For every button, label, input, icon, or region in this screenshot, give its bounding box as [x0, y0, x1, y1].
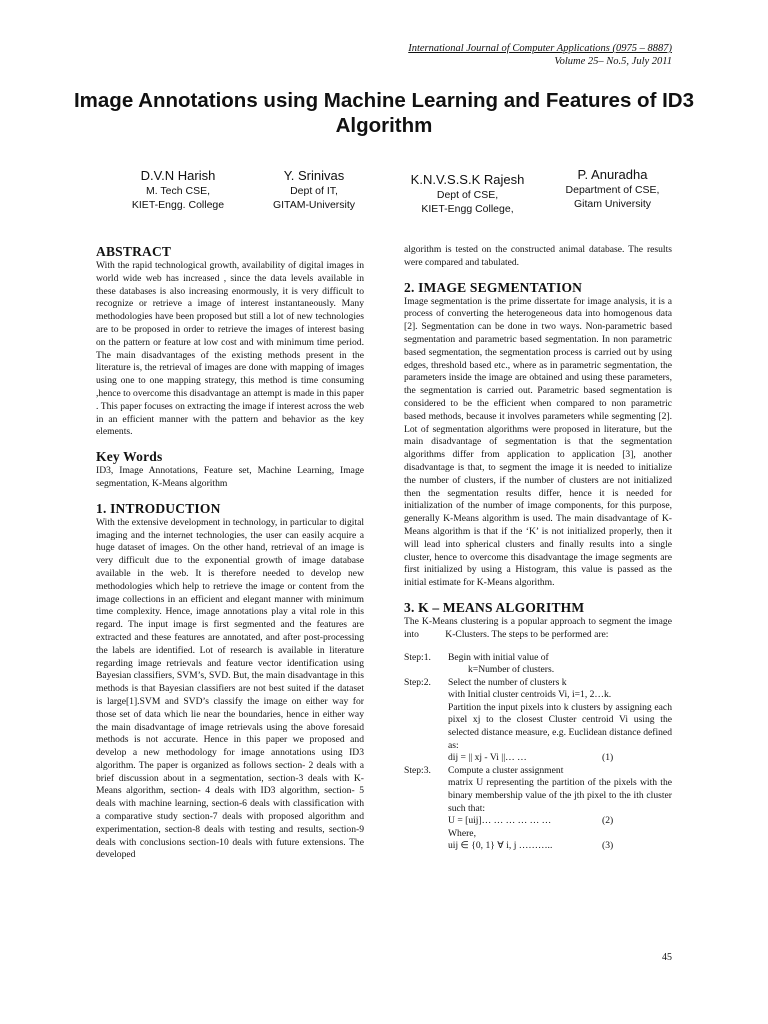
- author-4: [550, 167, 675, 211]
- step-text: Compute a cluster assignment: [448, 764, 564, 776]
- segmentation-text: Image segmentation is the prime dissertate for image analysis, it is a process of converting the heterogeneous data into homogenous data [2]. Segmentation can be done in two ways. Non-parametric based segmentation and parametric based segmentation. In non parametric based segmentation, the segmentation process is carried out by using edges, threshold based etc., where as in parametric segmentation, the parameters inside the image are obtained and using these parameters, the segmentation is carried out. Parametric based segmentation is considered to be the efficient when compared to non parametric based methods, because it involves parameters while segmenting [2]. Lot of segmentation algorithms were proposed in literature, but the main disadvantage of segmentation is that the segmentation algorithms differ from application to application [3], another disadvantage is that, to segment the image it is needed to initialize the number of clusters, if the number of clusters are not initialized then the segmentation results differ, hence it is needed for initialization of the number of image components, for this purpose, generally K-Means algorithm is used. The main disadvantage of K-Means algorithm is that if the ‘K’ is not initialized properly, then it will lead into spherical clusters and finally results into a single cluster, hence to overcome this disadvantage the image segments are first initialized by using a Histogram, this value is passed as the initial estimate for K-Means algorithm.: [404, 295, 672, 589]
- introduction-heading: 1. INTRODUCTION: [96, 500, 221, 516]
- paper-title: Image Annotations using Machine Learning and Features of ID3 Algorithm: [73, 89, 694, 137]
- page-number: 45: [662, 952, 672, 963]
- author-affiliation: Dept of IT,: [290, 185, 338, 197]
- step-label: Step:2.: [404, 676, 431, 688]
- keywords-text: ID3, Image Annotations, Feature set, Machine Learning, Image segmentation, K-Means algorithm: [96, 465, 364, 489]
- kmeans-intro: The K-Means clustering is a popular approach to segment the image into K-Clusters. The steps to be performed are:: [404, 615, 675, 640]
- equation-2: [404, 815, 672, 828]
- continued-text: algorithm is tested on the constructed animal database. The results were compared and tabulated.: [404, 244, 672, 268]
- kmeans-steps: [404, 652, 672, 854]
- equation-text: uij ∈ {0, 1} ∀ i, j ………..: [448, 840, 553, 852]
- author-affiliation: GITAM-University: [272, 199, 356, 211]
- volume-info: Volume 25– No.5, July 2011: [554, 56, 672, 67]
- author-name: Y. Srinivas: [283, 168, 345, 183]
- left-column: [96, 244, 364, 862]
- equation-3: [404, 840, 672, 853]
- right-column: [404, 244, 675, 853]
- author-affiliation: Department of CSE,: [565, 184, 660, 196]
- abstract-text: With the rapid technological growth, availability of digital images in world wide web has increased , since the data levels available in these databases is also increasing enormously, it is very difficult to recognize or retrieve a image of interest instantaneously. Many methodologies have been proposed but still a lot of new technologies are to be proposed in order to retrieve the images of interest basing on the pattern or feature at low cost and with minimum time period. The main disadvantages of the existing methods present in the literature is, the retrieval of images are done with mapping of images using one to one mapping strategy, this method is time consuming ,hence to overcome this disadvantage an attempt is made in this paper . This paper focuses on extracting the image if interest across the web in an efficient manner with the pattern and behavior as the key elements.: [96, 260, 365, 438]
- step-text: Select the number of clusters k: [448, 676, 567, 688]
- equation-number: (2): [602, 815, 614, 827]
- author-name: D.V.N Harish: [140, 168, 216, 183]
- author-affiliation: KIET-Engg College,: [421, 203, 514, 215]
- where-label: Where,: [448, 827, 476, 839]
- author-affiliation: Gitam University: [573, 198, 651, 210]
- equation-text: dij = || xj - Vi ||… …: [448, 752, 527, 764]
- step-text: with Initial cluster centroids Vi, i=1, 2…k.: [448, 689, 612, 701]
- equation-number: (1): [602, 752, 614, 764]
- abstract-heading: ABSTRACT: [96, 244, 172, 259]
- equation-number: (3): [602, 840, 614, 852]
- author-affiliation: M. Tech CSE,: [146, 185, 210, 197]
- step-text: Partition the input pixels into k clusters by assigning each pixel xj to the closest Cluster centroid Vi using the selected distance measure, e.g. Euclidean distance defined as:: [448, 701, 672, 751]
- running-header: [408, 42, 672, 68]
- step-label: Step:1.: [404, 651, 431, 663]
- equation-1: [404, 752, 672, 765]
- author-name: P. Anuradha: [577, 167, 648, 182]
- equation-text: U = [uij]… … … … … …: [448, 815, 552, 827]
- introduction-text: With the extensive development in technology, in particular to digital imaging and the internet technologies, the user can easily acquire a huge dataset of images. On the other hand, retrieval of an image is very difficult due to the exponential growth of image database available in the web. It is therefore needed to develop new methodologies which help to retrieve the image or content from the image collections in an efficient and elegant manner with minimum time complexity. Hence, image annotations play a vital role in this regard. The input image is first segmented and the features are extracted and these features are annotated, and after post-processing the labels are identified. Lot of research is available in literature regarding image retrievals and feature vector identification using Bayesian classifiers, SVM’s, SVD. But, the main disadvantage in this methods is that Bayesian classifiers are not best suited if the dataset is large[1].SVM and SVD’s classify the image on either way for those set of data which lie near the boundaries, hence in either way the main disadvantage of image retrievals using the above foresaid methods is not accurate. Hence in this paper we proposed and develop a new methodology for image annotations using ID3 algorithm. The paper is organized as follows section- 2 deals with a brief discussion about in a segmentation, section-3 deals with K-Means algorithm, section- 4 deals with ID3 algorithm, section- 5 deals with machine learning, section-6 deals with classification with a comparative study section-7 deals with proposed algorithm and experimentation, section-8 deals with testing and results, section-9 deals with conclusions section-10 deals with future extensions. The developed: [96, 516, 364, 861]
- author-affiliation: KIET-Engg. College: [131, 199, 225, 211]
- author-name: K.N.V.S.S.K Rajesh: [410, 172, 525, 187]
- step-text: Begin with initial value of: [448, 651, 549, 663]
- author-1: [118, 168, 238, 212]
- journal-name: International Journal of Computer Applications (0975 – 8887): [408, 43, 672, 54]
- step-label: Step:3.: [404, 764, 431, 776]
- author-3: [400, 172, 535, 216]
- step-text: matrix U representing the partition of the pixels with the binary membership value of the jth pixel to the ith cluster such that:: [448, 777, 672, 814]
- step-text: k=Number of clusters.: [468, 664, 555, 676]
- kmeans-heading: 3. K – MEANS ALGORITHM: [404, 599, 585, 615]
- segmentation-heading: 2. IMAGE SEGMENTATION: [404, 279, 583, 295]
- author-affiliation: Dept of CSE,: [436, 189, 499, 201]
- author-2: [254, 168, 374, 212]
- keywords-heading: Key Words: [96, 449, 163, 465]
